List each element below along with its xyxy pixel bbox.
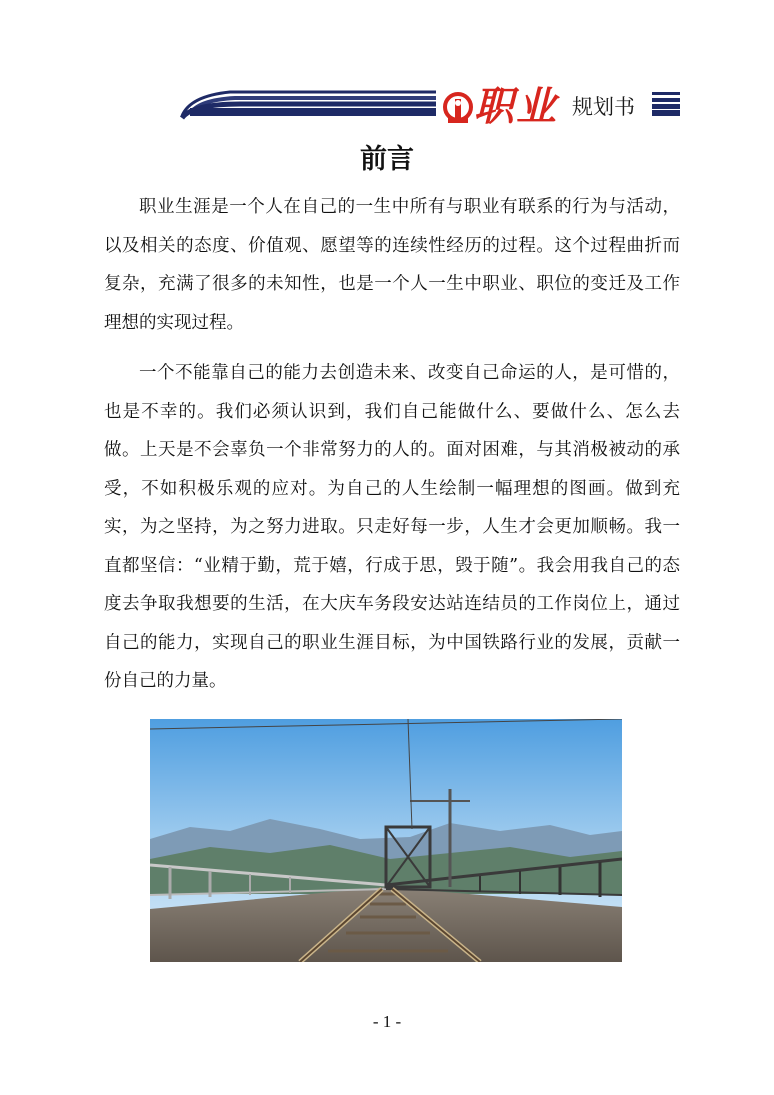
brand-title: 职业 [474, 83, 558, 130]
brand-subtitle: 规划书 [572, 95, 635, 119]
page-title: 前言 [360, 144, 414, 175]
header-stripes [0, 0, 774, 140]
railway-logo-icon [440, 90, 476, 126]
page-number: - 1 - [372, 1012, 402, 1031]
body-text [104, 188, 680, 713]
railway-track-photo [150, 719, 622, 962]
paragraph: 一个不能靠自己的能力去创造未来、改变自己命运的人，是可惜的，也是不幸的。我们必须认识到，我们自己能做什么、要做什么、怎么去做。上天是不会辜负一个非常努力的人的。面对困难，与其消极被动的承受，不如积极乐观的应对。为自己的人生绘制一幅理想的图画。做到充实，为之坚持，为之努力进取。只走好每一步，人生才会更加顺畅。我一直都坚信：“业精于勤，荒于嬉，行成于思，毁于随”。我会用我自己的态度去争取我想要的生活，在大庆车务段安达站连结员的工作岗位上，通过自己的能力，实现自己的职业生涯目标，为中国铁路行业的发展，贡献一份自己的力量。 [104, 363, 680, 691]
paragraph: 职业生涯是一个人在自己的一生中所有与职业有联系的行为与活动，以及相关的态度、价值观、愿望等的连续性经历的过程。这个过程曲折而复杂，充满了很多的未知性，也是一个人一生中职业、职位的变迁及工作理想的实现过程。 [104, 197, 680, 333]
railway-scene [150, 719, 622, 962]
page-header [0, 0, 774, 140]
